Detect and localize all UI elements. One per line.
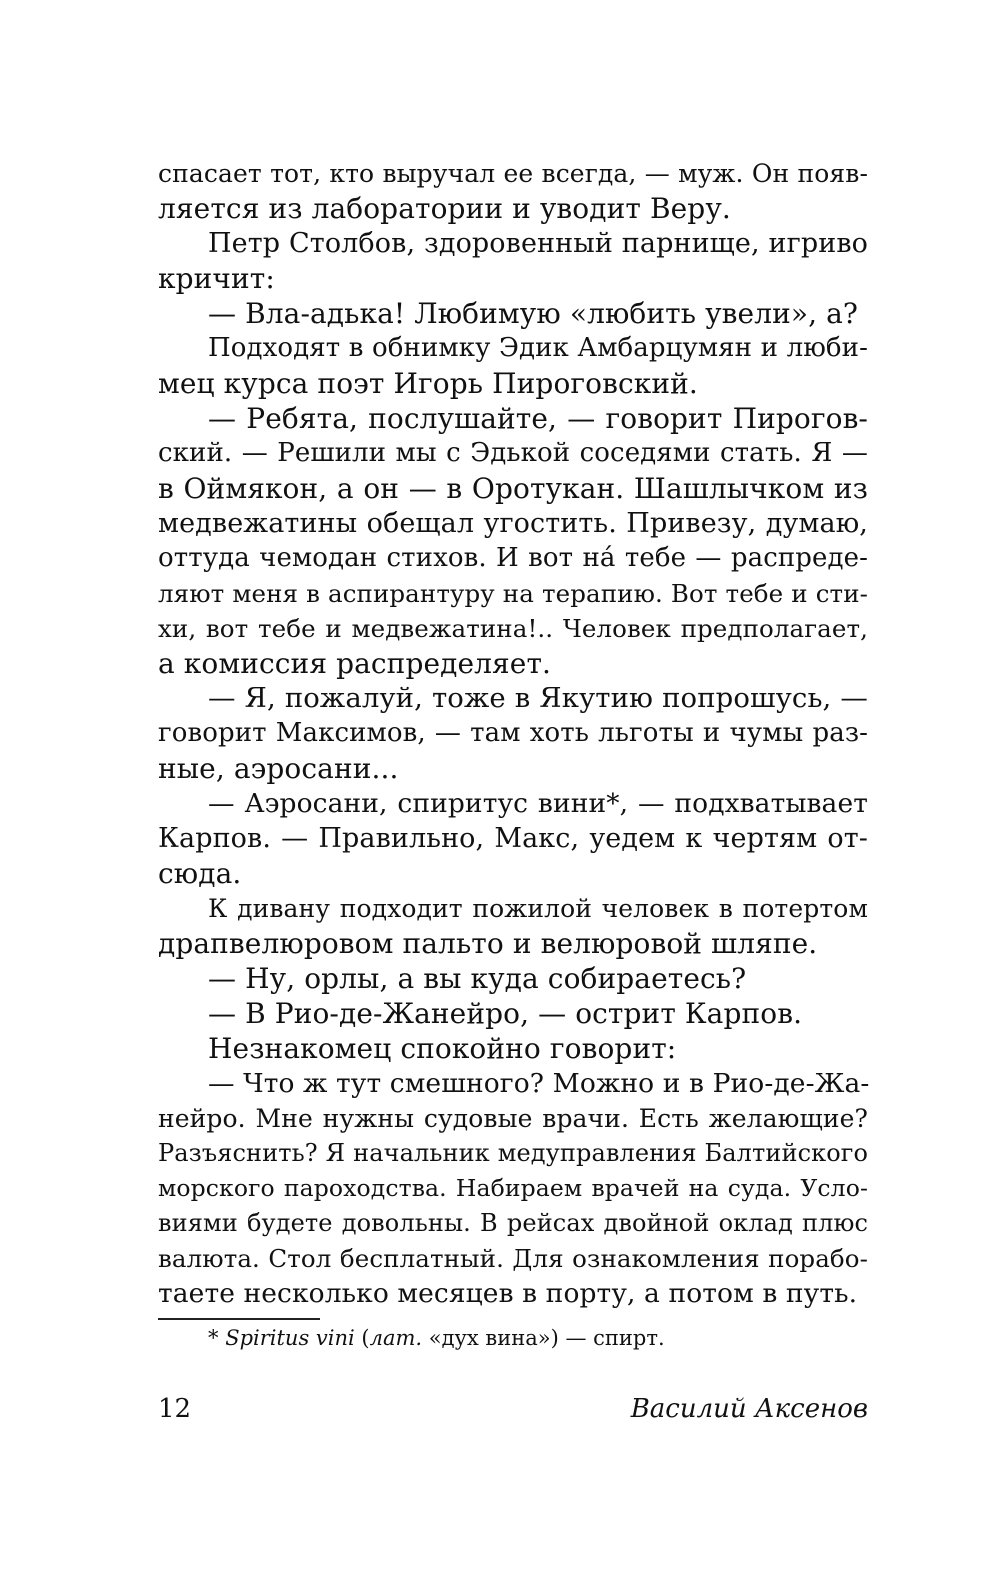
text-line: Подходят в обнимку Эдик Амбарцумян и люби- bbox=[208, 333, 868, 363]
body-text bbox=[158, 156, 868, 1311]
text-line: — В Рио-де-Жанейро, — острит Карпов. bbox=[208, 997, 803, 1030]
text-line: драпвелюровом пальто и велюровой шляпе. bbox=[158, 927, 818, 960]
text-line: медвежатины обещал угостить. Привезу, думаю, bbox=[158, 508, 868, 539]
footnote-term: Spiritus vini bbox=[225, 1326, 355, 1350]
text-line: — Ну, орлы, а вы куда собираетесь? bbox=[208, 962, 747, 995]
text-line: — Я, пожалуй, тоже в Якутию попрошусь, — bbox=[208, 682, 868, 714]
text-line: валюта. Стол бесплатный. Для ознакомления порабо- bbox=[158, 1244, 868, 1273]
text-line: Незнакомец спокойно говорит: bbox=[208, 1032, 677, 1065]
text-line: спасает тот, кто выручал ее всегда, — муж. Он появ- bbox=[158, 159, 868, 188]
text-line: в Оймякон, а он — в Оротукан. Шашлычком из bbox=[158, 472, 868, 505]
footnote-marker: * bbox=[208, 1326, 226, 1350]
text-line: — Ребята, послушайте, — говорит Пирогов- bbox=[208, 402, 868, 435]
text-line: ляют меня в аспирантуру на терапию. Вот тебе и сти- bbox=[158, 579, 868, 608]
text-line: мец курса поэт Игорь Пироговский. bbox=[158, 367, 698, 400]
text-line: — Аэросани, спиритус вини*, — подхватывает bbox=[208, 788, 868, 819]
text-line: сюда. bbox=[158, 857, 242, 890]
text-line: кричит: bbox=[158, 262, 275, 295]
text-line: — Что ж тут смешного? Можно и в Рио-де-Жа- bbox=[208, 1068, 870, 1099]
text-line: а комиссия распределяет. bbox=[158, 647, 552, 680]
text-line: — Вла-адька! Любимую «любить увели», а? bbox=[208, 297, 858, 330]
text-line: ные, аэросани... bbox=[158, 752, 399, 785]
footnote bbox=[208, 1323, 665, 1353]
text-line: таете несколько месяцев в порту, а потом в путь. bbox=[158, 1278, 858, 1309]
running-footer-author: Василий Аксенов bbox=[630, 1394, 868, 1424]
footnote-divider bbox=[158, 1318, 320, 1320]
text-line: морского пароходства. Набираем врачей на суда. Усло- bbox=[158, 1174, 868, 1202]
text-line: Разъяснить? Я начальник медуправления Балтийского bbox=[158, 1139, 868, 1167]
text-line: К дивану подходит пожилой человек в потертом bbox=[208, 894, 868, 923]
text-line: ляется из лаборатории и уводит Веру. bbox=[158, 192, 731, 225]
footnote-language: лат. bbox=[369, 1326, 423, 1350]
page-number: 12 bbox=[158, 1394, 192, 1424]
footnote-definition: «дух вина») — спирт. bbox=[422, 1326, 665, 1350]
text-line: нейро. Мне нужны судовые врачи. Есть желающие? bbox=[158, 1104, 868, 1133]
text-line: хи, вот тебе и медвежатина!.. Человек предполагает, bbox=[158, 614, 868, 643]
text-line: говорит Максимов, — там хоть льготы и чумы раз- bbox=[158, 718, 868, 748]
text-line: Петр Столбов, здоровенный парнище, игриво bbox=[208, 228, 868, 259]
text-line: виями будете довольны. В рейсах двойной оклад плюс bbox=[158, 1209, 868, 1237]
page-footer bbox=[158, 1391, 868, 1427]
text-line: Карпов. — Правильно, Макс, уедем к чертям от- bbox=[158, 823, 868, 854]
text-line: оттуда чемодан стихов. И вот нá тебе — распреде- bbox=[158, 543, 868, 573]
footnote-open-paren: ( bbox=[354, 1326, 370, 1350]
text-line: ский. — Решили мы с Эдькой соседями стать. Я — bbox=[158, 438, 868, 468]
